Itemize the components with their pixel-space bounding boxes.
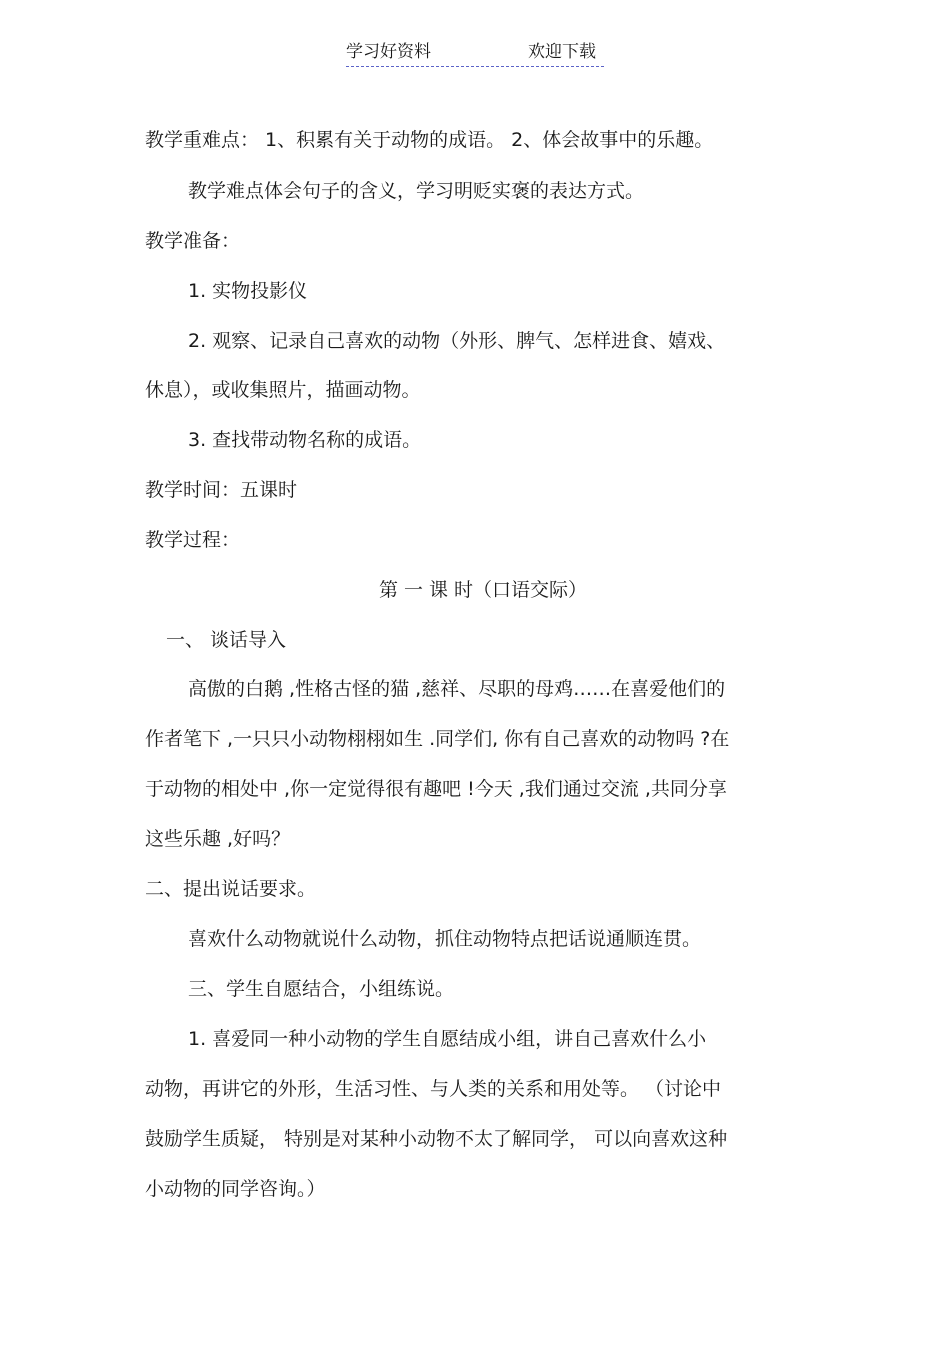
section-3-item-1-line-3: 鼓励学生质疑， 特别是对某种小动物不太了解同学， 可以向喜欢这种 <box>145 1128 728 1150</box>
section-2-heading: 二、提出说话要求。 <box>145 878 317 900</box>
section-3-item-1-line-1: 1. 喜爱同一种小动物的学生自愿结成小组，讲自己喜欢什么小 <box>188 1028 707 1050</box>
intro-paragraph-line-3: 于动物的相处中 ,你一定觉得很有趣吧 !今天 ,我们通过交流 ,共同分享 <box>145 778 727 800</box>
page-header <box>346 40 604 67</box>
header-right-text: 欢迎下载 <box>528 42 596 62</box>
section-3-item-1-line-4: 小动物的同学咨询。） <box>145 1178 326 1200</box>
preparation-item-2-cont: 休息），或收集照片，描画动物。 <box>145 379 421 401</box>
section-1-heading: 一、 谈话导入 <box>166 629 287 651</box>
key-points-line: 教学重难点： 1、积累有关于动物的成语。 2、体会故事中的乐趣。 <box>145 129 714 151</box>
header-left-text: 学习好资料 <box>346 42 431 62</box>
preparation-item-1: 1. 实物投影仪 <box>188 280 308 302</box>
teaching-process-heading: 教学过程： <box>145 529 241 551</box>
preparation-item-2: 2. 观察、记录自己喜欢的动物（外形、脾气、怎样进食、嬉戏、 <box>188 330 726 352</box>
intro-paragraph-line-2: 作者笔下 ,一只只小动物栩栩如生 .同学们, 你有自己喜欢的动物吗 ?在 <box>145 728 730 750</box>
intro-paragraph-line-1: 高傲的白鹅 ,性格古怪的猫 ,慈祥、尽职的母鸡……在喜爱他们的 <box>188 678 726 700</box>
preparation-item-3: 3. 查找带动物名称的成语。 <box>188 429 422 451</box>
difficulty-line: 教学难点体会句子的含义，学习明贬实褒的表达方式。 <box>188 180 645 202</box>
section-3-heading: 三、学生自愿结合，小组练说。 <box>188 978 455 1000</box>
section-2-text: 喜欢什么动物就说什么动物，抓住动物特点把话说通顺连贯。 <box>188 928 702 950</box>
section-3-item-1-line-2: 动物，再讲它的外形，生活习性、与人类的关系和用处等。 （讨论中 <box>145 1078 722 1100</box>
preparation-heading: 教学准备： <box>145 230 241 252</box>
intro-paragraph-line-4: 这些乐趣 ,好吗？ <box>145 828 291 850</box>
teaching-time: 教学时间：五课时 <box>145 479 298 501</box>
lesson-title: 第 一 课 时（口语交际） <box>378 579 588 601</box>
